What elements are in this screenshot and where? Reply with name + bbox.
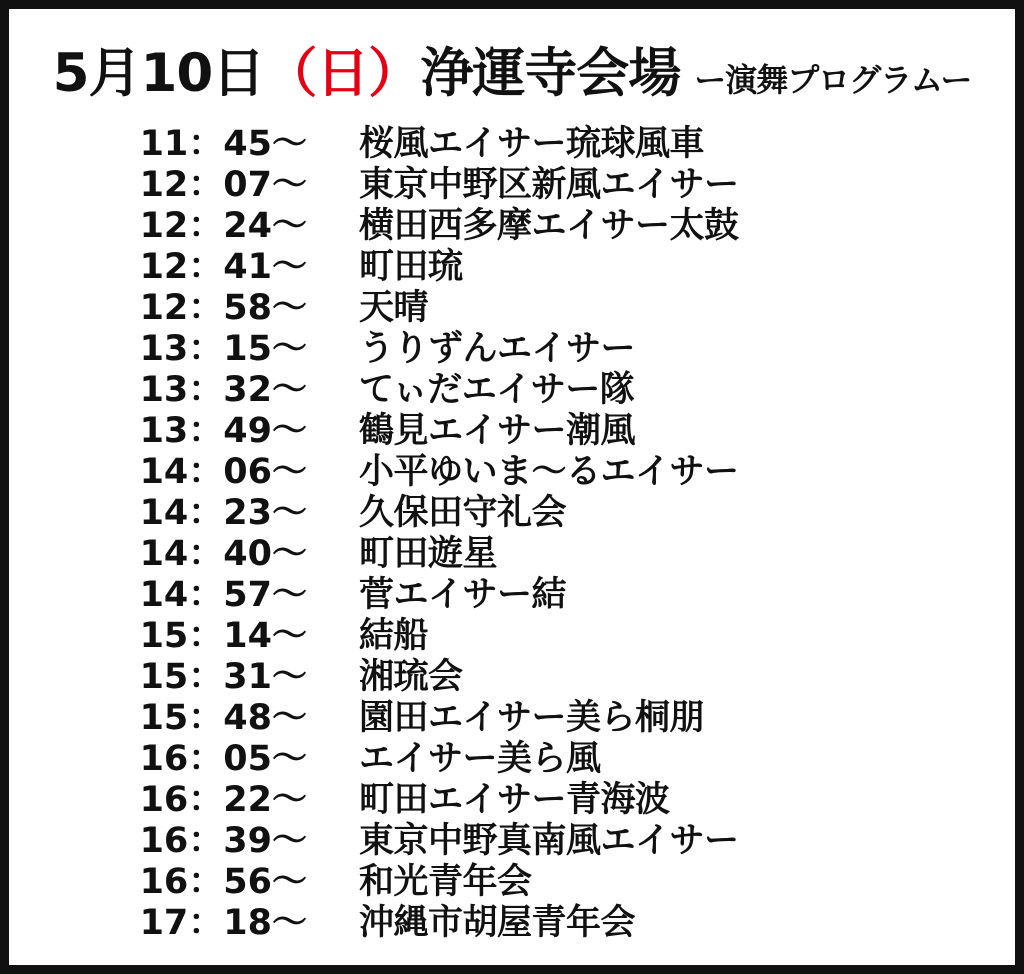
- program-group-name: うりずんエイサー: [359, 329, 636, 369]
- program-group-name: てぃだエイサー隊: [359, 370, 635, 410]
- program-time: 16：05〜: [139, 739, 307, 779]
- program-time: 13：15〜: [139, 329, 307, 369]
- program-row: [9, 821, 1015, 865]
- program-group-name: 天晴: [359, 288, 429, 328]
- program-row: [9, 493, 1015, 537]
- program-group-name: 小平ゆいま〜るエイサー: [359, 452, 739, 492]
- program-group-name: 横田西多摩エイサー太鼓: [359, 206, 739, 246]
- program-group-name: 町田琉: [359, 247, 463, 287]
- program-group-name: 湘琉会: [359, 657, 463, 697]
- program-time: 16：56〜: [139, 862, 307, 902]
- header-date: 5月10日: [52, 43, 265, 104]
- program-time: 16：22〜: [139, 780, 307, 820]
- header-day-of-week: （日）: [264, 43, 421, 104]
- program-row: [9, 698, 1015, 742]
- program-time: 15：31〜: [139, 657, 307, 697]
- program-row: [9, 206, 1015, 250]
- program-row: [9, 452, 1015, 496]
- program-time: 11：45〜: [139, 124, 307, 164]
- program-time: 12：41〜: [139, 247, 307, 287]
- program-time: 12：07〜: [139, 165, 307, 205]
- program-group-name: 園田エイサー美ら桐朋: [359, 698, 705, 738]
- program-row: [9, 247, 1015, 291]
- program-group-name: 久保田守礼会: [359, 493, 567, 533]
- program-group-name: 町田遊星: [359, 534, 498, 574]
- program-time: 15：48〜: [139, 698, 307, 738]
- program-row: [9, 616, 1015, 660]
- program-group-name: 和光青年会: [359, 862, 532, 902]
- program-time: 14：40〜: [139, 534, 307, 574]
- program-row: [9, 124, 1015, 168]
- program-time: 13：32〜: [139, 370, 307, 410]
- program-row: [9, 411, 1015, 455]
- program-group-name: 東京中野真南風エイサー: [359, 821, 739, 861]
- program-list: [9, 113, 1015, 947]
- program-row: [9, 370, 1015, 414]
- program-row: [9, 903, 1015, 947]
- program-time: 16：39〜: [139, 821, 307, 861]
- program-row: [9, 575, 1015, 619]
- program-row: [9, 329, 1015, 373]
- header-subtitle: ー演舞プログラムー: [694, 61, 972, 99]
- program-row: [9, 739, 1015, 783]
- program-row: [9, 862, 1015, 906]
- program-time: 12：58〜: [139, 288, 307, 328]
- program-time: 17：18〜: [139, 903, 307, 943]
- program-group-name: 沖縄市胡屋青年会: [359, 903, 636, 943]
- program-time: 14：06〜: [139, 452, 307, 492]
- header-venue: 浄運寺会場: [420, 43, 681, 104]
- program-time: 12：24〜: [139, 206, 307, 246]
- program-row: [9, 288, 1015, 332]
- program-row: [9, 780, 1015, 824]
- program-group-name: 菅エイサー結: [359, 575, 567, 615]
- program-group-name: 桜風エイサー琉球風車: [359, 124, 705, 164]
- program-row: [9, 165, 1015, 209]
- program-group-name: エイサー美ら風: [359, 739, 601, 779]
- program-time: 13：49〜: [139, 411, 307, 451]
- poster-header: [9, 9, 1015, 113]
- program-row: [9, 534, 1015, 578]
- program-time: 14：57〜: [139, 575, 307, 615]
- program-group-name: 鶴見エイサー潮風: [359, 411, 636, 451]
- program-time: 14：23〜: [139, 493, 307, 533]
- program-row: [9, 657, 1015, 701]
- program-time: 15：14〜: [139, 616, 307, 656]
- program-group-name: 結船: [359, 616, 429, 656]
- program-group-name: 東京中野区新風エイサー: [359, 165, 739, 205]
- program-group-name: 町田エイサー青海波: [359, 780, 670, 820]
